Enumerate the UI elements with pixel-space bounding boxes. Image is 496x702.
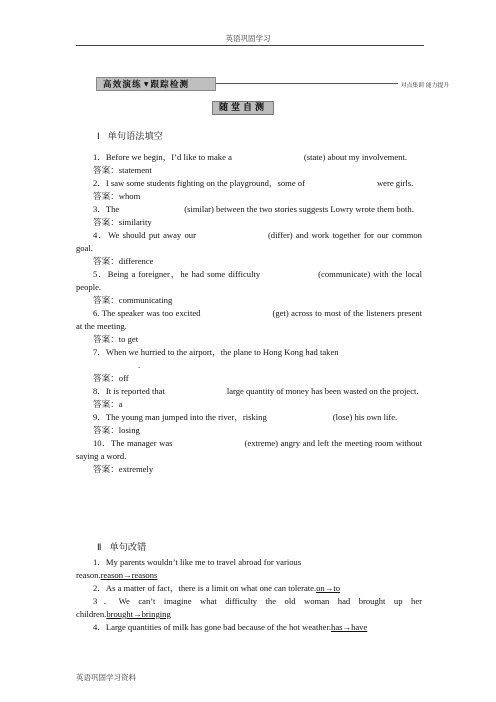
part1-title: 单句语法填空 [107,131,163,142]
question-7: 7．When we hurried to the airport，the plane to Hong Kong had taken . [93,347,339,370]
correction-3: 3．We can’t imagine what difficulty the old woman had brought up her children.brought→bringing [76,596,422,619]
part2-list [76,556,422,634]
part1-num: Ⅰ [97,131,100,141]
answer-5: 答案：communicating [93,295,173,305]
part2-num: Ⅱ [97,542,102,552]
part2-heading [97,539,146,553]
header-rule [76,45,424,46]
answer-6: 答案：to get [93,334,139,344]
question-1: 1．Before we begin，I’d like to make a (state) about my involvement. [93,152,407,162]
question-5: 5．Being a foreigner，he had some difficulty (communicate) with the local people. [76,269,422,292]
question-8: 8．It is reported that large quantity of money has been wasted on the project. [93,386,419,396]
banner-tag: 对点集训 能力提升 [398,80,449,89]
question-6: 6. The speaker was too excited (get) across to most of the listeners present at the meeting. [76,308,423,331]
question-9: 9．The young man jumped into the river，risking (lose) his own life. [93,412,398,422]
answer-9: 答案：losing [93,425,140,435]
page-header: 英语巩固学习 [225,34,271,43]
correction-fix-1: reason→reasons [100,570,158,580]
correction-1: 1．My parents wouldn’t like me to travel abroad for various reason.reason→reasons [76,557,302,580]
section-title: 随堂自测 [212,101,274,115]
correction-fix-4: has→have [331,622,368,632]
answer-10: 答案：extremely [93,464,154,474]
banner-label [96,77,216,91]
question-4: 4．We should put away our (differ) and work together for our common goal. [76,230,422,253]
answer-7: 答案：off [93,373,129,383]
question-3: 3．The (similar) between the two stories suggests Lowry wrote them both. [93,204,414,214]
correction-2: 2．As a matter of fact，there is a limit on what one can tolerate.on→to [93,583,340,593]
banner [96,77,449,91]
question-10: 10．The manager was (extreme) angry and left the meeting room without saying a word. [76,438,422,461]
answer-4: 答案：difference [93,256,154,266]
part1-list [76,151,422,476]
triangle-down-icon: ▼ [143,81,149,88]
banner-left: 高效演练 [103,80,142,90]
correction-fix-3: brought→bringing [106,609,171,619]
question-2: 2．I saw some students fighting on the playground，some of were girls. [93,178,414,188]
answer-1: 答案：statement [93,165,152,175]
page-footer: 英语巩固学习资料 [76,673,136,682]
correction-fix-2: on→to [316,583,340,593]
answer-3: 答案：similarity [93,217,152,227]
part2-title: 单句改错 [109,542,147,553]
answer-8: 答案：a [93,399,123,409]
part1-heading [97,128,163,142]
correction-4: 4．Large quantities of milk has gone bad because of the hot weather.has→have [93,622,368,632]
banner-right: 跟踪检测 [150,80,190,90]
answer-2: 答案：whom [93,191,141,201]
